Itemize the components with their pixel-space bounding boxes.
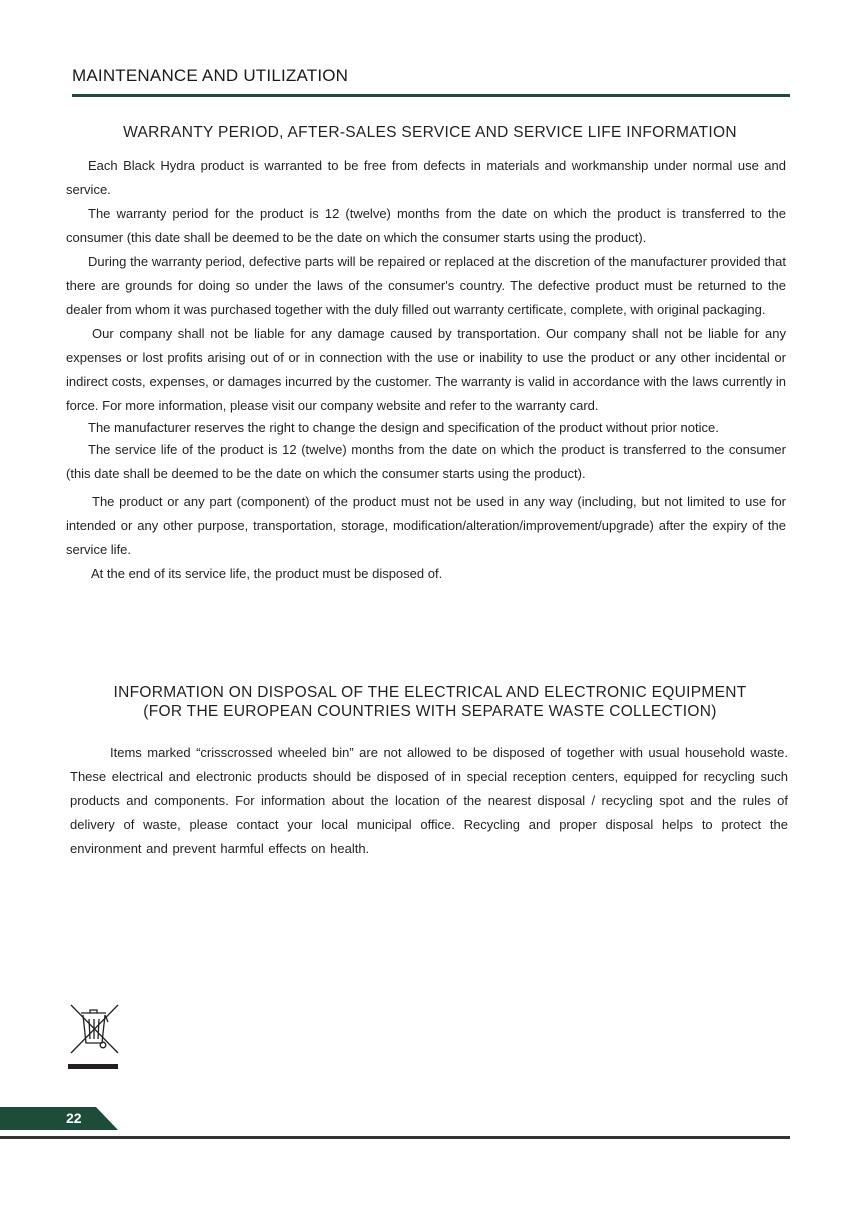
page-number-tab [0, 1107, 118, 1130]
paragraph: During the warranty period, defective parts will be repaired or replaced at the discretion of the manufacturer provided that there are grounds for doing so under the laws of the consumer's country. The defective product must be returned to the dealer from whom it was purchased together with the duly filled out warranty certificate, complete, with original packaging. [66, 254, 786, 317]
paragraph: Items marked “crisscrossed wheeled bin” are not allowed to be disposed of together with usual household waste. These electrical and electronic products should be disposed of in special reception centers, equipped for recycling such products and components. For information about the location of the nearest disposal / recycling spot and the rules of delivery of waste, please contact your local municipal office. Recycling and proper disposal helps to protect the environment and prevent harmful effects on health. [70, 745, 788, 856]
paragraph: Each Black Hydra product is warranted to be free from defects in materials and workmanship under normal use and service. [66, 158, 786, 197]
paragraph: At the end of its service life, the product must be disposed of. [91, 566, 443, 581]
warranty-body [66, 154, 786, 586]
paragraph: The manufacturer reserves the right to change the design and specification of the product without prior notice. [88, 420, 719, 435]
page-number: 22 [66, 1110, 82, 1126]
paragraph: The product or any part (component) of the product must not be used in any way (including, but not limited to use for intended or any other purpose, transportation, storage, modification/alteration/improvement/upgrade) after the expiry of the service life. [66, 494, 786, 557]
paragraph: The warranty period for the product is 12 (twelve) months from the date on which the product is transferred to the consumer (this date shall be deemed to be the date on which the consumer starts using the product). [66, 206, 786, 245]
disposal-heading-line-1: INFORMATION ON DISPOSAL OF THE ELECTRICAL AND ELECTRONIC EQUIPMENT [113, 684, 747, 701]
paragraph: Our company shall not be liable for any damage caused by transportation. Our company shall not be liable for any expenses or lost profits arising out of or in connection with the use or inability to use the product or any other incidental or indirect costs, expenses, or damages incurred by the customer. The warranty is valid in accordance with the laws currently in force. For more information, please visit our company website and refer to the warranty card. [66, 326, 786, 413]
disposal-heading-line-2: (FOR THE EUROPEAN COUNTRIES WITH SEPARATE WASTE COLLECTION) [143, 703, 717, 720]
section-title: MAINTENANCE AND UTILIZATION [72, 66, 349, 85]
warranty-heading: WARRANTY PERIOD, AFTER-SALES SERVICE AND SERVICE LIFE INFORMATION [123, 124, 737, 141]
paragraph: The service life of the product is 12 (twelve) months from the date on which the product is transferred to the consumer (this date shall be deemed to be the date on which the consumer starts using the product). [66, 442, 786, 481]
disposal-heading [66, 683, 794, 721]
footer-divider [0, 1136, 790, 1139]
header-divider [72, 94, 790, 97]
disposal-body [70, 741, 788, 861]
crossed-out-wheeled-bin-icon [68, 1002, 120, 1072]
